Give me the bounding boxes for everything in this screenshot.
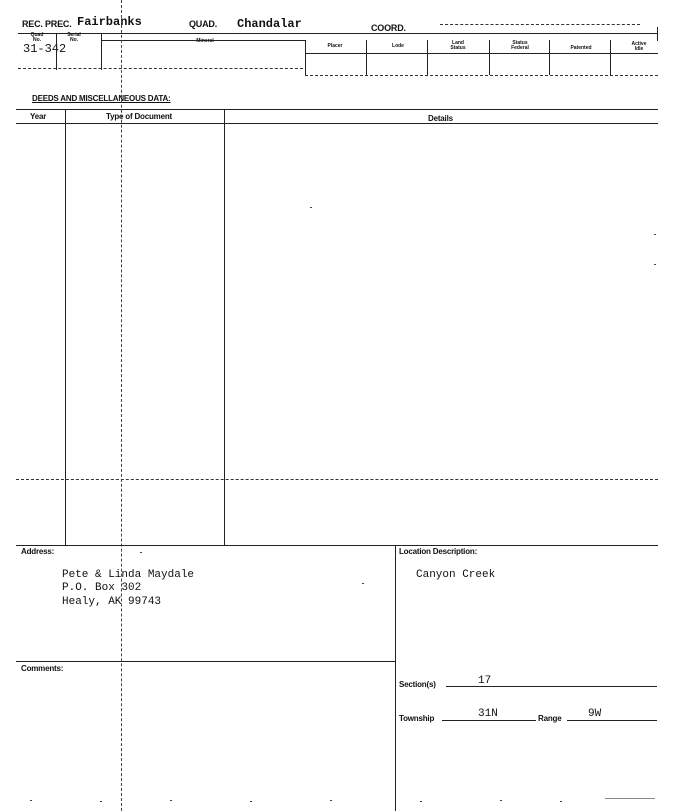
scan-speck bbox=[140, 552, 142, 553]
scan-speck bbox=[605, 798, 655, 799]
deeds-col-year: Year bbox=[30, 112, 47, 121]
header-bottom-dashed-1 bbox=[18, 68, 303, 69]
mineral-subrule bbox=[101, 40, 305, 41]
col-status-federal-line2: Federal bbox=[511, 45, 529, 51]
comments-label: Comments: bbox=[21, 664, 64, 673]
header-right-tick bbox=[657, 27, 658, 41]
quad-no-value: 31-342 bbox=[23, 42, 67, 56]
col-mineral: Mineral bbox=[196, 38, 214, 44]
rec-prec-value: Fairbanks bbox=[77, 15, 142, 29]
coord-label: COORD. bbox=[371, 23, 406, 33]
col-status-federal-line1: Status bbox=[512, 40, 528, 46]
address-label: Address: bbox=[21, 547, 55, 556]
quad-value: Chandalar bbox=[237, 17, 302, 31]
township-label: Township bbox=[399, 714, 435, 723]
scan-speck bbox=[560, 801, 562, 802]
header-bottom-dashed-2 bbox=[305, 75, 658, 76]
address-line-3: Healy, AK 99743 bbox=[62, 596, 162, 608]
location-label: Location Description: bbox=[399, 547, 478, 556]
address-line-2: P.O. Box 302 bbox=[62, 582, 142, 594]
scan-speck bbox=[100, 801, 102, 802]
header-label-rule bbox=[305, 53, 658, 54]
address-line-1: Pete & Linda Maydale bbox=[62, 569, 195, 581]
header-top-rule bbox=[18, 33, 658, 34]
deeds-top-rule bbox=[16, 109, 658, 110]
scan-speck bbox=[654, 264, 656, 265]
scan-speck bbox=[654, 234, 656, 235]
col-land-status-line1: Land bbox=[452, 40, 464, 46]
header-top-dashed-rule bbox=[440, 24, 640, 25]
col-status-federal bbox=[503, 41, 537, 51]
scan-speck bbox=[330, 800, 332, 801]
scan-speck bbox=[30, 800, 32, 801]
col-patented: Patented bbox=[570, 45, 592, 51]
scan-speck bbox=[250, 801, 252, 802]
deeds-heading: DEEDS AND MISCELLANEOUS DATA: bbox=[32, 94, 171, 103]
col-active-idle-line2: Idle bbox=[634, 46, 644, 52]
col-quad-no-line1: Quad bbox=[30, 32, 44, 38]
deeds-continuation-dashed bbox=[16, 479, 658, 480]
header-divider-6 bbox=[489, 40, 490, 75]
rec-prec-label: REC. PREC. bbox=[22, 19, 72, 29]
header-divider-2 bbox=[101, 33, 102, 70]
range-label: Range bbox=[538, 714, 562, 723]
col-lode: Lode bbox=[392, 43, 404, 49]
scan-speck bbox=[500, 800, 502, 801]
township-value: 31N bbox=[478, 708, 498, 720]
scan-speck bbox=[170, 800, 172, 801]
binding-guide-line bbox=[121, 0, 122, 811]
address-location-divider bbox=[395, 545, 396, 811]
quad-label: QUAD. bbox=[189, 19, 217, 29]
sections-label: Section(s) bbox=[399, 680, 436, 689]
range-fill-line bbox=[567, 720, 657, 721]
col-serial-no-line2: No. bbox=[69, 37, 79, 43]
scan-speck bbox=[420, 801, 422, 802]
col-quad-no-line2: No. bbox=[32, 37, 42, 43]
scan-speck bbox=[310, 207, 312, 208]
header-divider-4 bbox=[366, 40, 367, 75]
sections-value: 17 bbox=[478, 675, 492, 687]
col-land-status-line2: Status bbox=[450, 45, 466, 51]
deeds-header-rule bbox=[16, 123, 658, 124]
col-active-idle bbox=[624, 42, 654, 52]
address-top-rule bbox=[16, 545, 658, 546]
header-divider-1 bbox=[56, 33, 57, 70]
deeds-col-type: Type of Document bbox=[106, 112, 172, 121]
comments-top-rule bbox=[16, 661, 395, 662]
range-value: 9W bbox=[588, 708, 602, 720]
header-divider-7 bbox=[549, 40, 550, 75]
scan-speck bbox=[362, 583, 364, 584]
header-divider-5 bbox=[427, 40, 428, 75]
header-divider-8 bbox=[610, 40, 611, 75]
deeds-col-details: Details bbox=[428, 114, 453, 123]
col-active-idle-line1: Active bbox=[631, 41, 647, 47]
header-divider-3 bbox=[305, 40, 306, 75]
col-land-status bbox=[443, 41, 473, 51]
location-value: Canyon Creek bbox=[416, 569, 496, 581]
col-serial-no-line1: Serial bbox=[67, 32, 81, 38]
col-placer: Placer bbox=[327, 43, 343, 49]
township-fill-line bbox=[442, 720, 536, 721]
